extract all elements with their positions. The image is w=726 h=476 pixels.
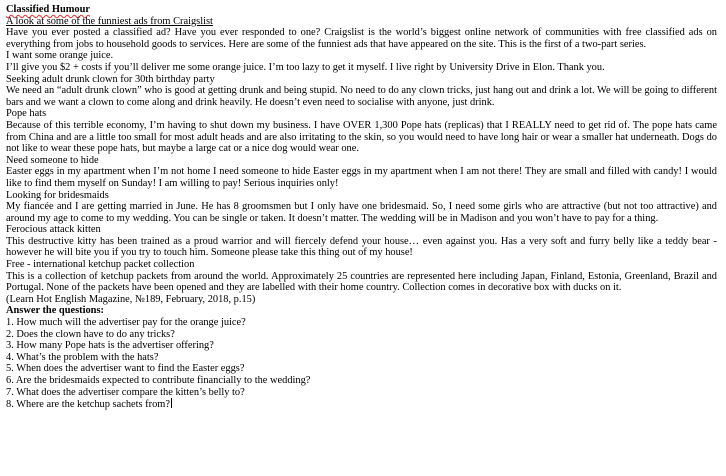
question-item: 2. Does the clown have to do any tricks? bbox=[6, 328, 175, 340]
ad-heading-pope-hats: Pope hats bbox=[6, 108, 47, 120]
questions-heading: Answer the questions: bbox=[6, 305, 104, 317]
ad-body-drunk-clown: We need an “adult drunk clown” who is good at getting drunk and being stupid. No need to do any clown tricks, just hang out and drink a lot. We will be going to different bars and we want a clown to come along and drink heavily. He doesn’t even need to socialise with anyone, just drink. bbox=[6, 85, 717, 108]
question-item: 5. When does the advertiser want to find the Easter eggs? bbox=[6, 363, 245, 375]
question-item: 4. What’s the problem with the hats? bbox=[6, 351, 159, 363]
ad-heading-orange-juice: I want some orange juice. bbox=[6, 50, 114, 62]
ad-heading-bridesmaids: Looking for bridesmaids bbox=[6, 189, 109, 201]
ad-body-bridesmaids: My fiancée and I are getting married in June. He has 8 groomsmen but I only have one bridesmaid. So, I need some girls who are attractive (but not too attractive) and around my age to come to my wedding. You can be single or taken. It doesn’t matter. The wedding will be in Madison and you won’t have to pay for a thing. bbox=[6, 201, 717, 224]
question-item: 3. How many Pope hats is the advertiser offering? bbox=[6, 340, 214, 352]
ad-body-pope-hats: Because of this terrible economy, I’m having to shut down my business. I have OVER 1,300 Pope hats (replicas) that I REALLY need to get rid of. The pope hats came from China and are a little too small for most adult heads and are also irritating to the skin, so you would need to have long hair or wear a smaller hat underneath. Dogs do not like to wear these pope hats, but maybe a large cat or a nice dog would wear one. bbox=[6, 119, 717, 155]
document-subtitle: A look at some of the funniest ads from Craigslist bbox=[6, 15, 213, 27]
ad-heading-attack-kitten: Ferocious attack kitten bbox=[6, 224, 101, 236]
ad-heading-easter-eggs: Need someone to hide bbox=[6, 154, 99, 166]
question-item: 1. How much will the advertiser pay for the orange juice? bbox=[6, 317, 246, 329]
ad-body-orange-juice: I’ll give you $2 + costs if you’ll deliver me some orange juice. I’m too lazy to get it myself. I live right by University Drive in Elon. Thank you. bbox=[6, 61, 605, 73]
ad-body-easter-eggs: Easter eggs in my apartment when I’m not home I need someone to hide Easter eggs in my apartment when I am not there! They are small and filled with candy! I would like to find them myself on Sunday! I am willing to pay! Serious inquiries only! bbox=[6, 166, 717, 189]
ad-heading-ketchup: Free - international ketchup packet collection bbox=[6, 259, 195, 271]
document-title: Classified Humour bbox=[6, 4, 90, 15]
source-citation: (Learn Hot English Magazine, №189, February, 2018, p.15) bbox=[6, 293, 256, 305]
question-item: 6. Are the bridesmaids expected to contribute financially to the wedding? bbox=[6, 375, 311, 386]
intro-paragraph: Have you ever posted a classified ad? Have you ever responded to one? Craigslist is the world’s biggest online network of communities with free classified ads on everything from jobs to household goods to services. Here are some of the funniest ads that have appeared on the site. This is the first of a two-part series. bbox=[6, 27, 717, 50]
ad-heading-drunk-clown: Seeking adult drunk clown for 30th birthday party bbox=[6, 73, 215, 85]
question-text: 8. Where are the ketchup sachets from? bbox=[6, 399, 170, 411]
question-item: 7. What does the advertiser compare the kitten’s belly to? bbox=[6, 386, 245, 398]
ad-body-ketchup: This is a collection of ketchup packets from around the world. Approximately 25 countries are represented here including Japan, Finland, Estonia, Greenland, Brazil and Portugal. None of the packets have been opened and they are labelled with their home country. Collection comes in decorative box with ducks on it. bbox=[6, 270, 717, 294]
questions-list bbox=[6, 317, 717, 411]
question-item[interactable] bbox=[6, 398, 717, 411]
ad-body-attack-kitten: This destructive kitty has been trained as a proud warrior and will fiercely defend your house… even against you. Has a very soft and furry belly like a teddy bear - however he will bite you if you try to touch him. Someone please take this thing out of my house! bbox=[6, 235, 717, 259]
text-cursor bbox=[171, 398, 172, 408]
